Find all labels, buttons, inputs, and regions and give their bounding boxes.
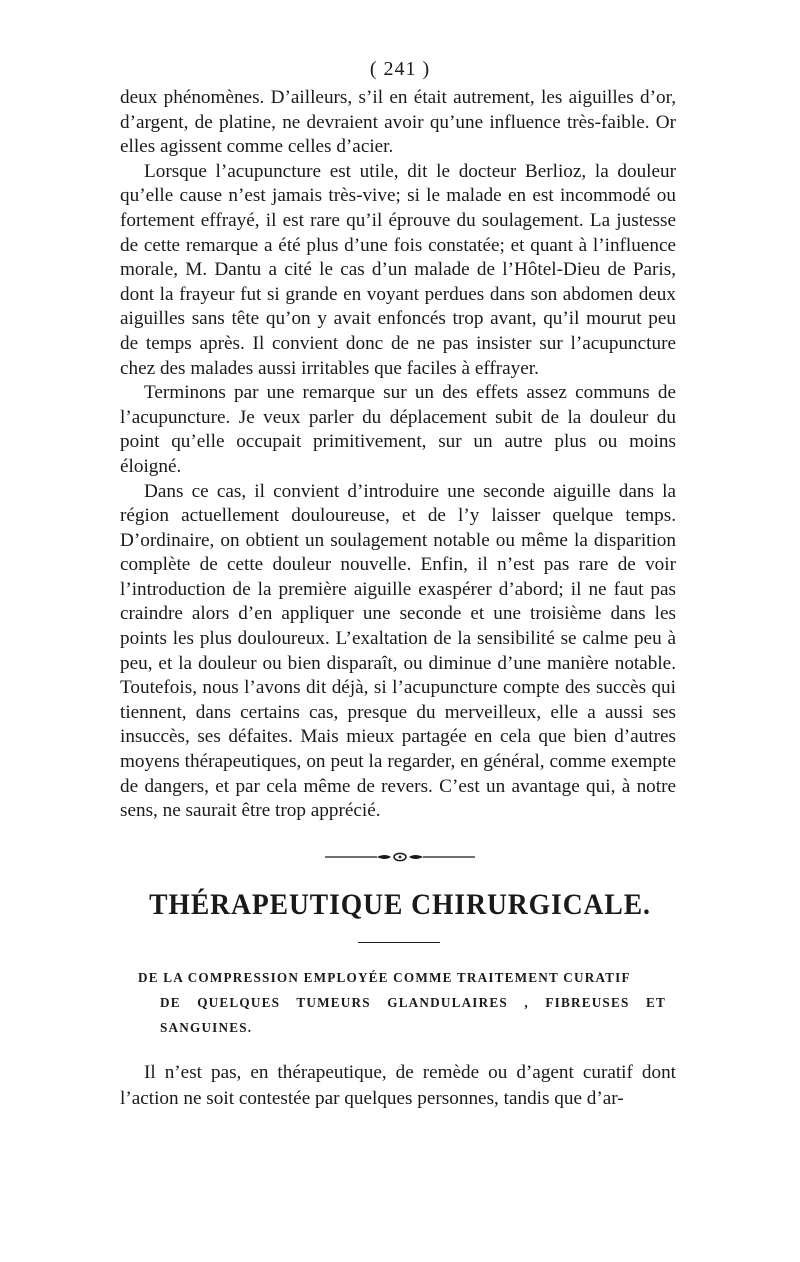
- subheading: [138, 965, 666, 1040]
- section-heading: THÉRAPEUTIQUE CHIRURGICALE.: [149, 888, 651, 921]
- page-number: ( 241 ): [369, 58, 431, 80]
- subheading-line-1: DE LA COMPRESSION EMPLOYÉE COMME TRAITEMENT CURATIF: [138, 970, 631, 985]
- paragraph-4: Dans ce cas, il convient d’introduire une seconde aiguille dans la région actuellement douloureuse, et de l’y laisser quelque temps. D’ordinaire, on obtient un soulagement notable ou même la disparition complète de cette douleur nouvelle. Enfin, il n’est pas rare de voir l’introduction de la première aiguille exaspérer d’abord; il ne faut pas craindre alors d’en appliquer une seconde et une troisième dans les points les plus douloureux. L’exaltation de la sensibilité se calme peu à peu, et la douleur ou bien disparaît, ou diminue d’une manière notable. Toutefois, nous l’avons dit déjà, si l’acupuncture compte des succès qui tiennent, dans certains cas, presque du merveilleux, elle a aussi ses insuccès, ses défaites. Mais mieux partagée en cela que bien d’autres moyens thérapeutiques, on peut la regarder, en général, comme exempte de dangers, et par cela même de revers. C’est un avantage qui, à notre sens, ne saurait être trop apprécié.: [120, 480, 676, 822]
- subheading-line-2: DE QUELQUES TUMEURS GLANDULAIRES , FIBREUSES ET SANGUINES.: [160, 995, 666, 1035]
- heading-divider: [358, 942, 440, 943]
- ornament-icon: [325, 851, 475, 863]
- ornamental-rule: [0, 851, 800, 863]
- closing-paragraph: Il n’est pas, en thérapeutique, de remède ou d’agent curatif dont l’action ne soit contestée par quelques personnes, tandis que d’ar-: [120, 1062, 676, 1109]
- closing-text: [120, 1060, 676, 1112]
- paragraph-1: deux phénomènes. D’ailleurs, s’il en était autrement, les aiguilles d’or, d’argent, de platine, ne devraient avoir qu’une influence très-faible. Or elles agissent comme celles d’acier.: [120, 87, 676, 158]
- paragraph-3: Terminons par une remarque sur un des effets assez communs de l’acupuncture. Je veux parler du déplacement subit de la douleur du point qu’elle occupait primitivement, sur un autre plus ou moins éloigné.: [120, 382, 676, 477]
- body-text: [120, 86, 676, 824]
- paragraph-2: Lorsque l’acupuncture est utile, dit le docteur Berlioz, la douleur qu’elle cause n’est jamais très-vive; si le malade en est incommodé ou fortement effrayé, il est rare qu’il éprouve du soulagement. La justesse de cette remarque a été plus d’une fois constatée; et quant à l’influence morale, M. Dantu a cité le cas d’un malade de l’Hôtel-Dieu de Paris, dont la frayeur fut si grande en voyant perdues dans son abdomen deux aiguilles sans tête qu’on y avait enfoncés trop avant, qu’il mourut peu de temps après. Il convient donc de ne pas insister sur l’acupuncture chez des malades aussi irritables que faciles à effrayer.: [120, 160, 676, 379]
